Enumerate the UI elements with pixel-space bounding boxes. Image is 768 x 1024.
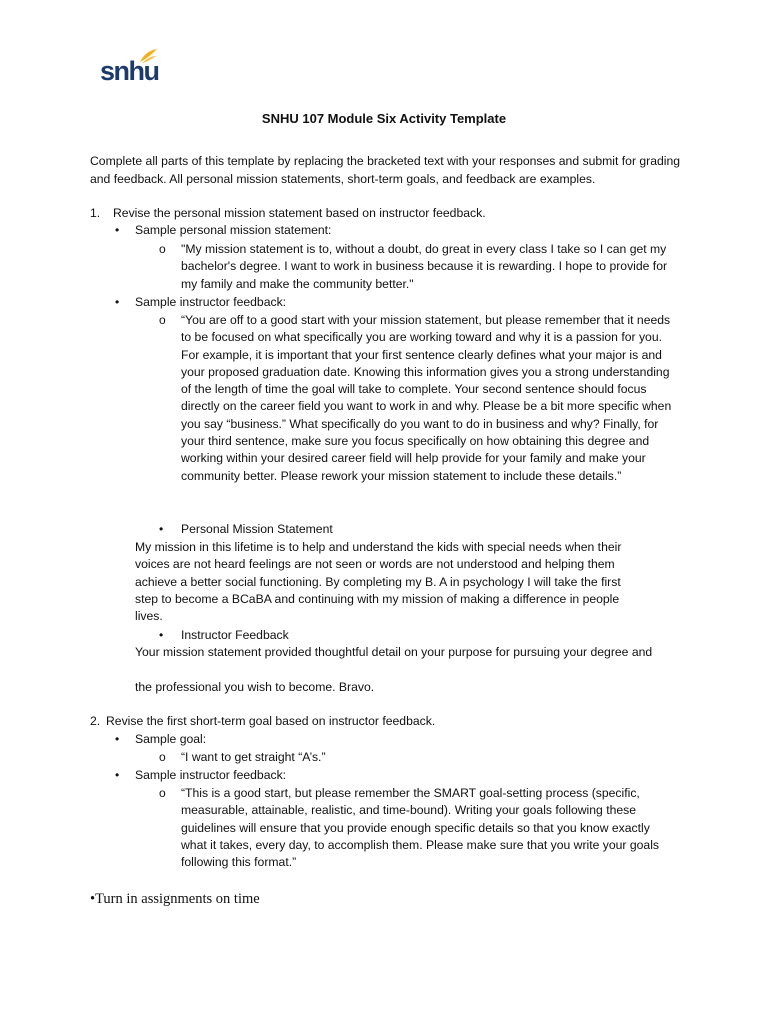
section-1-heading: Revise the personal mission statement based on instructor feedback. bbox=[113, 206, 486, 220]
sample-feedback-label: Sample instructor feedback: bbox=[135, 295, 287, 309]
sample-mission-text: "My mission statement is to, without a doubt, do great in every class I take so I can get my bachelor's degree. I want to work in business because it is rewarding. I hope to provide for my family and make the community better." bbox=[181, 242, 668, 291]
sample-goal-text: “I want to get straight “A’s.” bbox=[181, 750, 326, 764]
bullet-icon: • bbox=[115, 223, 120, 237]
instructor-feedback-text: Your mission statement provided thoughtful detail on your purpose for pursuing your degree and bbox=[135, 645, 653, 659]
section-2-heading: Revise the first short-term goal based on instructor feedback. bbox=[106, 714, 436, 728]
goal-response-line: •Turn in assignments on time bbox=[90, 891, 260, 907]
intro-paragraph: Complete all parts of this template by replacing the bracketed text with your responses and submit for grading and feedback. All personal mission statements, short-term goals, and feedback are examples. bbox=[90, 154, 681, 186]
bullet-icon: • bbox=[159, 628, 164, 642]
bullet-icon: • bbox=[115, 732, 120, 746]
sample-goal-label: Sample goal: bbox=[135, 732, 207, 746]
sample-mission-label: Sample personal mission statement: bbox=[135, 223, 332, 237]
sample-goal-feedback-label: Sample instructor feedback: bbox=[135, 768, 287, 782]
personal-mission-text: My mission in this lifetime is to help and understand the kids with special needs when their voices are not heard feelings are not seen or words are not understood and helping them achieve a better social functioning. By completing my B. A in psychology I will take the first step to become a BCaBA and continuing with my mission of making a difference in people lives. bbox=[135, 540, 622, 624]
bullet-icon: • bbox=[115, 295, 120, 309]
snhu-logo bbox=[100, 48, 160, 90]
instructor-feedback-text-2: the professional you wish to become. Bravo. bbox=[135, 680, 375, 694]
circle-bullet-icon: o bbox=[159, 242, 166, 256]
circle-bullet-icon: o bbox=[159, 313, 166, 327]
sample-feedback-text: “You are off to a good start with your mission statement, but please remember that it needs to be focused on what specifically you are working toward and why it is a passion for you. For example, it is important that your first sentence clearly defines what your major is and your proposed graduation date. Knowing this information gives you a strong understanding of the length of time the goal will take to complete. Your second sentence should focus directly on the career field you want to work in and why. Please be a bit more specific when you say “business.” What specifically do you want to do in business and why? Finally, for your third sentence, make sure you focus specifically on how obtaining this degree and working within your desired career field will help provide for your family and make your community better. Please rework your mission statement to include these details.” bbox=[181, 313, 672, 483]
bullet-icon: • bbox=[159, 522, 164, 536]
logo-text: snhu bbox=[100, 56, 159, 86]
document-title: SNHU 107 Module Six Activity Template bbox=[261, 111, 507, 126]
personal-mission-label: Personal Mission Statement bbox=[181, 522, 333, 536]
circle-bullet-icon: o bbox=[159, 786, 166, 800]
sample-goal-feedback-text: “This is a good start, but please remember the SMART goal-setting process (specific, measurable, attainable, realistic, and time-bound). Writing your goals following these guidelines will ensure that you provide enough specific details so that you know exactly what it takes, every day, to accomplish them. Please make sure that you write your goals following this format.” bbox=[181, 786, 660, 870]
section-1-number: 1. bbox=[90, 206, 101, 220]
bullet-icon: • bbox=[115, 768, 120, 782]
section-2-number: 2. bbox=[90, 714, 101, 728]
circle-bullet-icon: o bbox=[159, 750, 166, 764]
instructor-feedback-label: Instructor Feedback bbox=[181, 628, 289, 642]
